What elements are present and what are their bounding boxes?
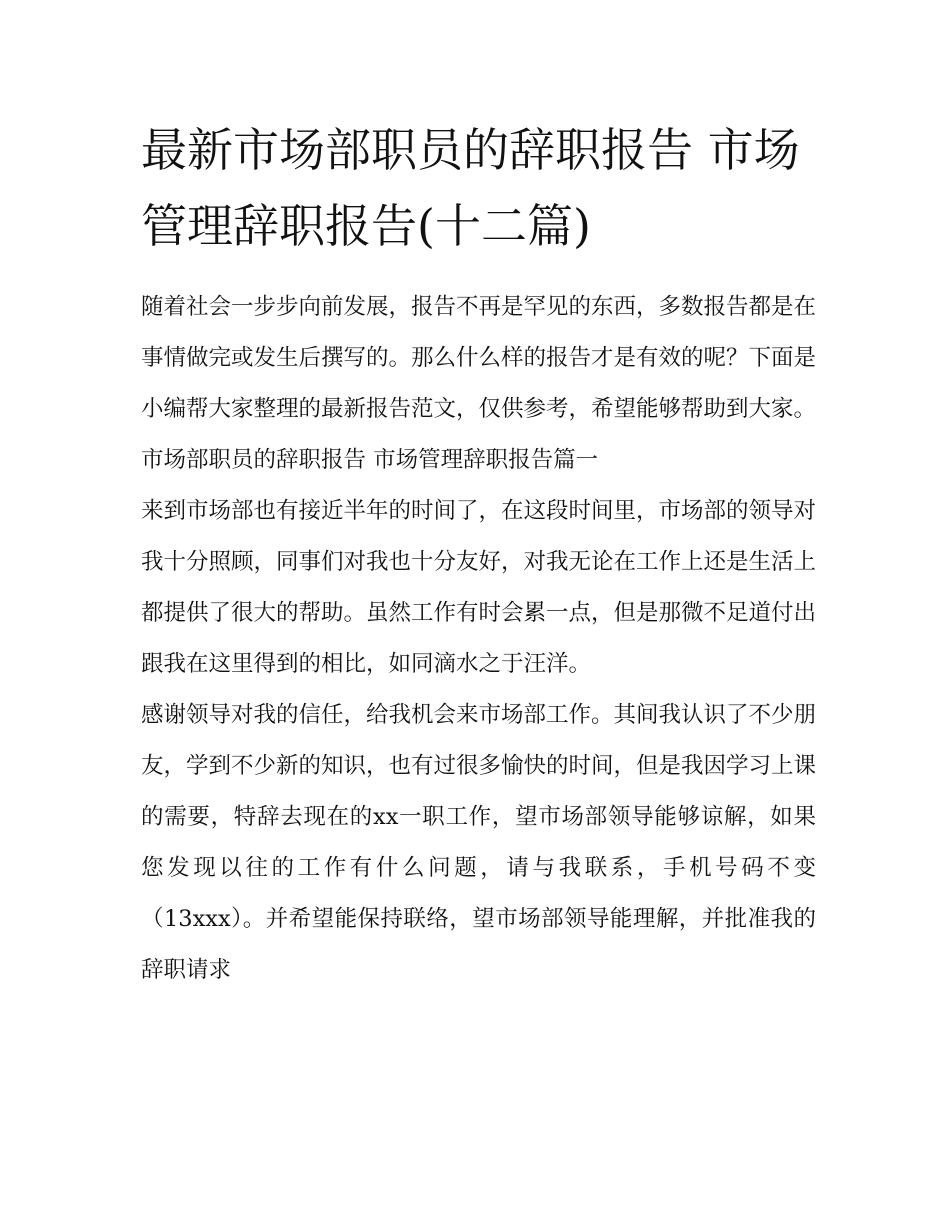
intro-paragraph: 随着社会一步步向前发展，报告不再是罕见的东西，多数报告都是在事情做完或发生后撰写的。那么什么样的报告才是有效的呢？下面是小编帮大家整理的最新报告范文，仅供参考，希望能够帮助到大家。 (141, 294, 817, 422)
body-paragraph-2: 感谢领导对我的信任，给我机会来市场部工作。其间我认识了不少朋友，学到不少新的知识，也有过很多愉快的时间，但是我因学习上课的需要，特辞去现在的xx一职工作，望市场部领导能够谅解，如果您发现以往的工作有什么问题，请与我联系，手机号码不变（13xxx）。并希望能保持联络，望市场部领导能理解，并批准我的辞职请求 (141, 702, 817, 983)
document-title: 最新市场部职员的辞职报告 市场管理辞职报告(十二篇) (141, 123, 800, 253)
body-paragraph-1: 来到市场部也有接近半年的时间了，在这段时间里，市场部的领导对我十分照顾，同事们对我也十分友好，对我无论在工作上还是生活上都提供了很大的帮助。虽然工作有时会累一点，但是那微不足道付出跟我在这里得到的相比，如同滴水之于汪洋。 (141, 498, 817, 677)
section-heading: 市场部职员的辞职报告 市场管理辞职报告篇一 (141, 447, 599, 473)
document-body (141, 112, 816, 996)
